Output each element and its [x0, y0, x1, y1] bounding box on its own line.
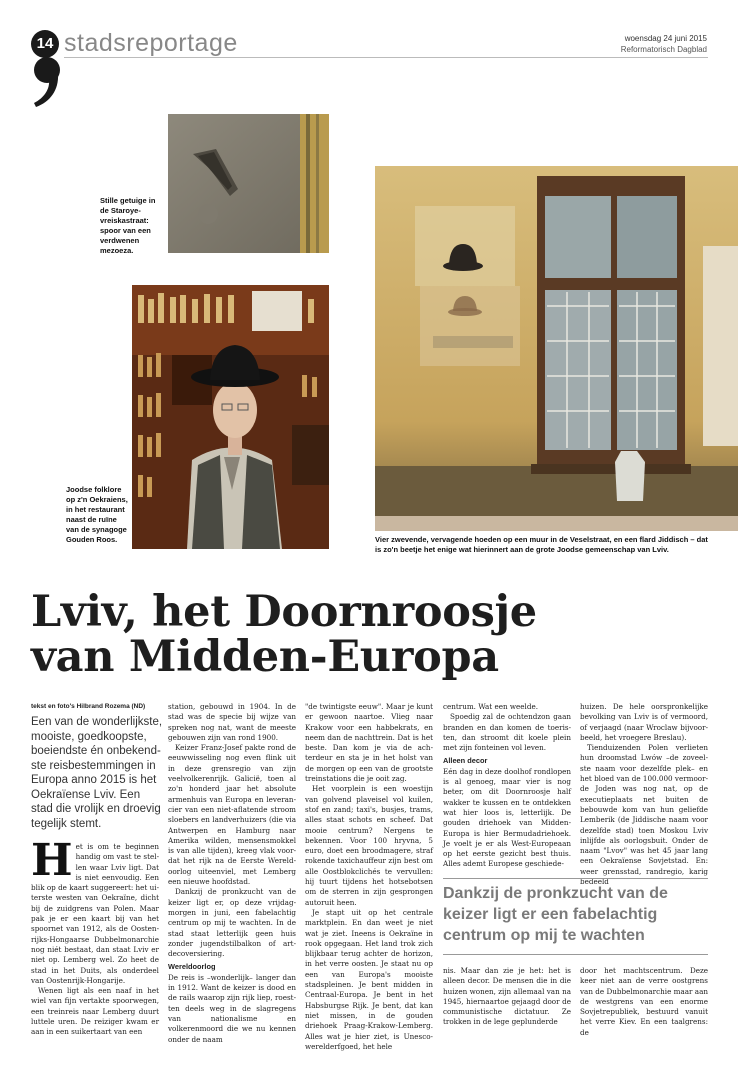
byline: tekst en foto's Hilbrand Rozema (ND) [31, 703, 146, 710]
paragraph: Wenen ligt als een naaf in het wiel van fijn vertakte spoorwegen, een treinreis naar Lemberg duurt luttele uren. De reiziger kwam er aan in een suikertaart van een [31, 986, 159, 1037]
article-column-4-bottom [443, 966, 571, 1028]
headline-line-2: van Midden-Europa [31, 632, 499, 682]
article-column-5 [580, 702, 708, 887]
restaurant-man-caption: Joodse folklore op z'n Oekraiens, in het restaurant naast de ruïne van de synagoge Gouden Roos. [66, 485, 128, 544]
subheading: Alleen decor [443, 756, 488, 766]
paragraph: "de twintigste eeuw". Maar je kunt er gewoon naartoe. Vlieg naar Krakow voor een habbekrats, en neem dan de nachttrein. Dat is het beste. Dan kom je via de achterdeur en sta je in het holst van de morgen op een van de grootste treinstations die je ooit zag. [305, 702, 433, 784]
paragraph: Spoedig zal de ochtendzon gaan branden en dan komen de toeristen, dan stroomt dit koele plein met zijn fonteinen vol leven. [443, 712, 571, 753]
quote-rule-bottom [443, 954, 708, 955]
wall-window-photo [375, 166, 738, 531]
paragraph: Het voorplein is een woestijn van golvend plaveisel vol kuilen, stof en zand; taxi's, busjes, trams, alles staat schots en scheef. Dat mooie centrum? Nergens te bekennen. Voor 100 hryvna, 5 euro, doet een broodmagere, straf rokende taxichauffeur zijn best om alle Oostblokclichés te vervullen: hij tuurt tijdens het hotsebotsen om de sterren in zijn gesprongen autoruit heen. [305, 784, 433, 907]
header-divider [64, 57, 708, 58]
paragraph: huizen. De hele oorspronkelijke bevolking van Lviv is of vermoord, of verjaagd (naar Wroclaw bijvoorbeeld, het vroegere Breslau). [580, 702, 708, 742]
restaurant-man-photo [132, 285, 329, 549]
doorpost-caption: Stille getuige in de Staroyevreiskastraat: spoor van een verdwenen mezoeza. [100, 196, 156, 255]
paragraph: Eén dag in deze doolhof rondlopen is al genoeg, maar vier is nog beter, om dit Doornroosje half wakker te kussen en te ontdekken wat hier loos is, letterlijk. De gouden driehoek van Midden-Europa is hier Bermudadriehoek. Je voelt je er als West-Europeaan op het eerste gezicht best thuis. Alles ademt Europese geschiede- [443, 766, 571, 869]
section-title: stadsreportage [64, 29, 238, 57]
article-column-5-bottom [580, 966, 708, 1038]
article-column-1 [31, 835, 159, 1038]
subheading: Wereldoorlog [168, 962, 216, 972]
paragraph: Dankzij de pronkzucht van de keizer ligt er, op deze vrijdagmorgen in juni, een fabelachtig centrum op mij te wachten. In de stad staat letterlijk geen huis zonder jugendstilbalkon of art-decoversiering. [168, 887, 296, 959]
paragraph: Tienduizenden Polen verlieten hun droomstad Lwów –de zoveelste naam voor dezelfde plek– en het bloed van de 100.000 vermoorde Joden was nog nat, op de executieplaats net buiten de bebouwde kom van hun geliefde Lemberik (de Jiddische naam voor dezelfde stad) toen Moskou Lviv inlijfde als oorlogsbuit. Onder de naam "Lvov" was het 45 jaar lang een Oekraïense Sovjetstad. En: weer grensstad, randregio, karig bedeeld [580, 743, 708, 887]
article-column-2 [168, 702, 296, 1045]
doorpost-photo [168, 114, 329, 253]
page-number: 14 [31, 30, 59, 58]
issue-date: woensdag 24 juni 2015 [624, 34, 707, 43]
paragraph: Keizer Franz-Josef pakte rond de eeuwwisseling nog even flink uit in deze grensregio van zijn veelvolkerenrijk. Galicië, toen al zo'n honderd jaar het absolute armenhuis van Europa en leverancier van een niet-aflatende stroom sloebers en landverhuizers (die via Antwerpen en Hamburg naar Amerika wilden, mensensmokkel is van alle tijden), kreeg vlak voordat het rijk na de Eerste Wereldoorlog uiteenviel, met Lemberg een nieuwe hoofdstad. [168, 743, 296, 887]
paragraph: Het is om te beginnen handig om vast te stellen waar Lviv ligt. Dat is niet eenvoudig. Een blik op de kaart suggereert: het uiterste westen van Oekraïne, dicht bij de zuidgrens van Polen. Maar pak je er een kaart bij van het spoornet van 1912, als de Oostenrijks-Hongaarse Dubbelmonarchie nog niét bestaat, dan staat Lviv er niet op. Lemberg wel. Zo heet de stad in het Duits, als onderdeel van Oostenrijk-Hongarije. [31, 835, 159, 985]
paragraph: centrum. Wat een weelde. [443, 702, 538, 711]
paragraph: door het machtscentrum. Deze keer niet aan de verre oostgrens van de Dubbelmonarchie maar aan de westgrens van een enorme Sovjetrepubliek, bestuurd vanuit het verre Kiev. En een taalgrens: de [580, 966, 708, 1037]
paragraph: station, gebouwd in 1904. In de stad was de specie bij wijze van spreken nog nat, want de meeste gebouwen zijn van rond 1900. [168, 702, 296, 742]
paragraph: De reis is –wonderlijk– langer dan in 1912. Want de keizer is dood en de rails waarop zijn rijk liep, roestten deels weg in de slagregens van nationalisme en volkerenmoord die we nu kennen onder de naam [168, 972, 296, 1044]
paragraph: Je stapt uit op het centrale marktplein. En dan weet je niet wat je ziet. Ineens is Oekraïne in rook opgegaan. Het land trok zich blijkbaar terug achter de horizon, in het verre oosten. Je staat nu op een van Europa's mooiste stadspleinen. Je bent midden in Centraal-Europa. Je bent in het Habsburgse Rijk. Je bent, dat kan niet missen, in de gouden driehoek Praag-Krakow-Lemberg. Alles wat je hier ziet, is Unesco-werelderfgoed, het hele [305, 907, 433, 1051]
quote-rule-top [443, 878, 708, 879]
article-column-4 [443, 702, 571, 870]
publication-name: Reformatorisch Dagblad [620, 45, 707, 54]
article-column-3 [305, 702, 433, 1052]
intro-text: Een van de wonderlijkste, mooiste, goedkoopste, boeiendste én onbekendste reisbestemmingen in Europa anno 2015 is het Oekraïense Lviv. Een stad die vrolijk en droevig tegelijk stemt. [31, 716, 163, 830]
wall-window-caption: Vier zwevende, vervagende hoeden op een muur in de Veselstraat, en een flard Jiddisch – dat is zo'n beetje het enige wat hierinnert aan de grote Joodse gemeenschap van Lviv. [375, 535, 708, 554]
comma-logo-icon [30, 56, 64, 108]
paragraph: nis. Maar dan zie je het: het is alleen decor. De mensen die in die huizen wonen, zijn allemaal van na 1945, hiernaartoe gejaagd door de communistische dictatuur. Ze trokken in de lege geplunderde [443, 966, 571, 1027]
headline [31, 587, 537, 682]
headline-line-1: Lviv, het Doornroosje [31, 587, 537, 637]
pull-quote: Dankzij de pronkzucht van de keizer ligt er een fabelachtig centrum op mij te wachten [443, 885, 668, 944]
drop-cap: H [31, 835, 73, 886]
